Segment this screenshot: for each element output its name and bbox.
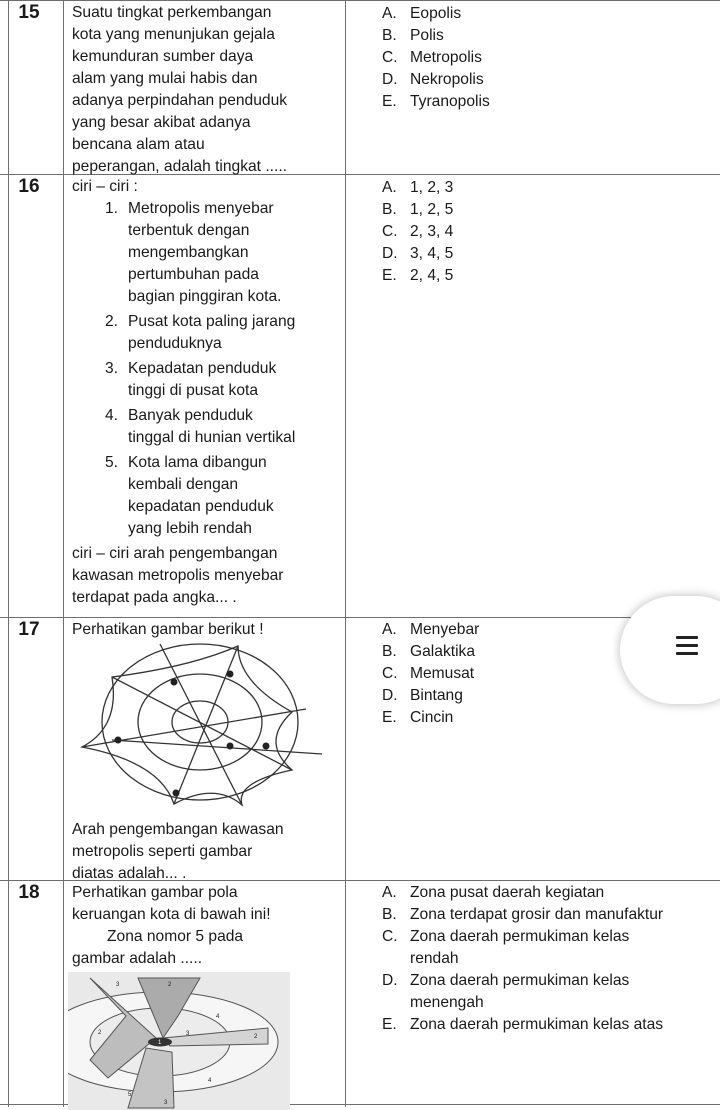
svg-text:5: 5 (128, 1092, 132, 1098)
svg-text:2: 2 (254, 1034, 258, 1040)
list-item: 4. Banyak penduduk tinggal di hunian vertikal (104, 407, 296, 446)
question-text: ciri – ciri : 1. Metropolis menyebar terbentuk dengan mengembangkan pertumbuhan pada bagian pinggiran kota. 2. Pusat kota paling jarang penduduknya 3. Kepadatan penduduk tinggi di pusat kota 4. Banyak penduduk tinggal di hunian vertikal 5. Kota lama dibangun kembali dengan kepadatan penduduk yang lebih rendah ciri – ciri arah pengembangan kawasan metropolis menyebar terdapat pada angka... . (72, 176, 342, 609)
table-border-left (8, 0, 9, 1107)
svg-text:3: 3 (186, 1031, 190, 1037)
answer-options (382, 619, 479, 729)
row-divider (0, 0, 720, 1)
list-item: 1. Metropolis menyebar terbentuk dengan mengembangkan pertumbuhan pada bagian pinggiran kota. (104, 200, 282, 305)
menu-icon[interactable] (676, 636, 698, 658)
floating-menu-button[interactable] (620, 596, 720, 704)
sector-model-figure (68, 972, 290, 1110)
answer-option[interactable]: E. Zona daerah permukiman kelas atas (382, 1016, 664, 1033)
answer-option[interactable]: B. Polis (382, 27, 444, 44)
answer-option[interactable]: E. Tyranopolis (382, 93, 490, 110)
answer-option[interactable]: B. Galaktika (382, 643, 476, 660)
question-text: Arah pengembangan kawasan metropolis seperti gambar diatas adalah... . (72, 821, 284, 882)
answer-option[interactable]: C. Memusat (382, 665, 475, 682)
table-divider-options (345, 0, 346, 1107)
list-item: 2. Pusat kota paling jarang penduduknya (104, 313, 296, 352)
list-item: 5. Kota lama dibangun kembali dengan kepadatan penduduk yang lebih rendah (104, 454, 274, 537)
spider-web-figure (70, 642, 345, 810)
question-number: 15 (18, 2, 40, 23)
answer-option[interactable]: D. 3, 4, 5 (382, 245, 454, 262)
question-number: 18 (18, 882, 40, 903)
table-divider-number (63, 0, 64, 1107)
svg-text:1: 1 (158, 1040, 162, 1046)
svg-text:2: 2 (98, 1030, 102, 1036)
answer-option[interactable]: C. 2, 3, 4 (382, 223, 454, 240)
answer-option[interactable]: B. Zona terdapat grosir dan manufaktur (382, 906, 664, 923)
answer-option[interactable]: A. Zona pusat daerah kegiatan (382, 884, 605, 901)
criteria-list (72, 198, 342, 540)
answer-option[interactable]: E. 2, 4, 5 (382, 267, 454, 284)
question-number: 17 (18, 619, 40, 640)
answer-options (382, 3, 490, 113)
answer-option[interactable]: A. 1, 2, 3 (382, 179, 454, 196)
svg-text:2: 2 (168, 982, 172, 988)
question-prompt: Perhatikan gambar berikut ! (72, 621, 264, 638)
question-number: 16 (18, 176, 40, 197)
answer-option[interactable]: A. Menyebar (382, 621, 480, 638)
answer-option[interactable]: B. 1, 2, 5 (382, 201, 454, 218)
answer-option[interactable]: C. Metropolis (382, 49, 482, 66)
question-text: Suatu tingkat perkembangan kota yang menunjukan gejala kemunduran sumber daya alam yang mulai habis dan adanya perpindahan penduduk yang besar akibat adanya bencana alam atau peperangan, adalah tingkat ..... (72, 4, 288, 175)
row-divider (0, 617, 720, 618)
answer-option[interactable]: D. Bintang (382, 687, 463, 704)
svg-text:4: 4 (216, 1014, 220, 1020)
answer-option[interactable]: A. Eopolis (382, 5, 462, 22)
answer-option[interactable]: E. Cincin (382, 709, 454, 726)
svg-text:4: 4 (208, 1078, 212, 1084)
answer-option[interactable]: D. Nekropolis (382, 71, 484, 88)
question-text: Perhatikan gambar pola keruangan kota di bawah ini! Zona nomor 5 pada gambar adalah ..... (72, 884, 271, 967)
answer-options (382, 177, 453, 287)
answer-options (382, 882, 663, 1036)
answer-option[interactable]: C. Zona daerah permukiman kelas rendah (382, 928, 630, 967)
svg-text:3: 3 (164, 1100, 168, 1106)
answer-option[interactable]: D. Zona daerah permukiman kelas menengah (382, 972, 630, 1011)
list-item: 3. Kepadatan penduduk tinggi di pusat kota (104, 360, 277, 399)
svg-text:3: 3 (116, 982, 120, 988)
